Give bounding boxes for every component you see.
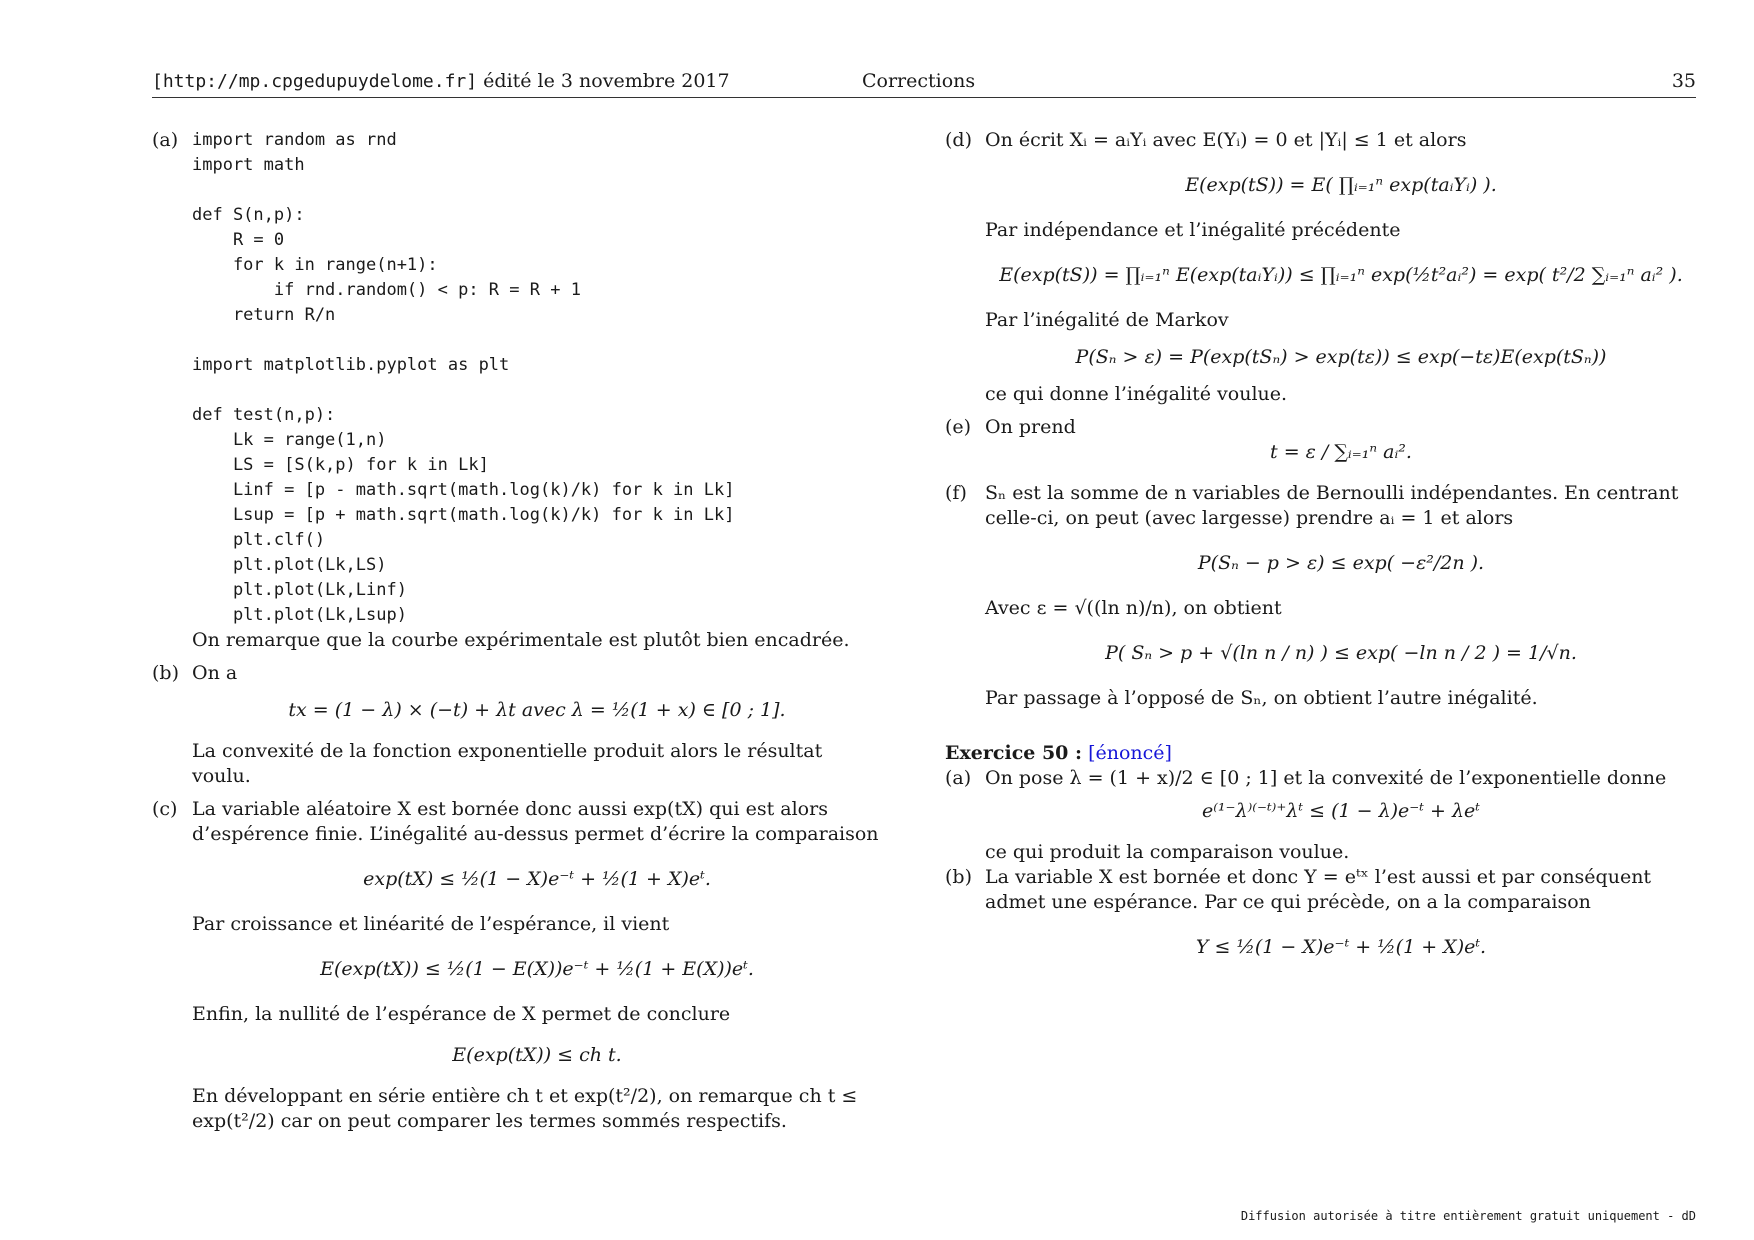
b-equation: tx = (1 − λ) × (−t) + λt avec λ = ½(1 + x) ∈ [0 ; 1]. xyxy=(288,699,786,721)
exercise-statement-link[interactable]: [énoncé] xyxy=(1088,742,1172,764)
d-equation-1: E(exp(tS)) = E( ∏ᵢ₌₁ⁿ exp(taᵢYᵢ) ). xyxy=(1185,174,1497,196)
item-d xyxy=(945,128,1697,407)
item-b xyxy=(152,661,882,789)
b-text: La convexité de la fonction exponentielle produit alors le résultat voulu. xyxy=(192,740,823,787)
f-equation-2: P( Sₙ > p + √(ln n / n) ) ≤ exp( −ln n / 2 ) = 1/√n. xyxy=(1105,642,1577,664)
eb-text: La variable X est bornée et donc Y = eᵗˣ l’est aussi et par conséquent admet une espérance. Par ce qui précède, on a la comparaison xyxy=(985,866,1652,913)
header-edited: édité le 3 novembre 2017 xyxy=(483,70,730,92)
item-label: (c) xyxy=(152,798,178,820)
f-text-2: Avec ε = √((ln n)/n), on obtient xyxy=(985,597,1282,619)
item-a xyxy=(152,128,882,653)
header-section: Corrections xyxy=(862,70,976,92)
b-intro: On a xyxy=(192,662,238,684)
d-equation-3: P(Sₙ > ε) = P(exp(tSₙ) > exp(tε)) ≤ exp(−tε)E(exp(tSₙ)) xyxy=(1075,346,1607,368)
exercise-heading xyxy=(945,741,1697,766)
item-e xyxy=(945,415,1697,465)
f-text-1: Sₙ est la somme de n variables de Bernoulli indépendantes. En centrant celle-ci, on peut (avec largesse) prendre aᵢ = 1 et alors xyxy=(985,482,1679,529)
item-label: (d) xyxy=(945,129,972,151)
d-text-2: Par indépendance et l’inégalité précédente xyxy=(985,219,1401,241)
page-number: 35 xyxy=(1671,70,1696,92)
item-label: (a) xyxy=(945,767,972,789)
eb-equation: Y ≤ ½(1 − X)e⁻ᵗ + ½(1 + X)eᵗ. xyxy=(1195,936,1487,958)
item-label: (b) xyxy=(945,866,972,888)
item-label: (b) xyxy=(152,662,179,684)
a-remark: On remarque que la courbe expérimentale est plutôt bien encadrée. xyxy=(192,629,850,651)
left-column xyxy=(152,128,882,1134)
f-text-3: Par passage à l’opposé de Sₙ, on obtient l’autre inégalité. xyxy=(985,687,1538,709)
item-f xyxy=(945,481,1697,711)
header-rule xyxy=(152,97,1696,98)
e-equation: t = ε / ∑ᵢ₌₁ⁿ aᵢ². xyxy=(1270,441,1412,463)
ea-text-2: ce qui produit la comparaison voulue. xyxy=(985,841,1350,863)
python-code-block: import random as rnd import math def S(n,p): R = 0 for k in range(n+1): if rnd.random() < p: R = R + 1 return R/n import matplotlib.pyplot as plt def test(n,p): Lk = range(1,n) LS = [S(k,p) for k in Lk] Linf = [p - math.sqrt(math.log(k)/k) for k in Lk] Lsup = [p + math.sqrt(math.log(k)/k) for k in Lk] plt.clf() plt.plot(Lk,LS) plt.plot(Lk,Linf) plt.plot(Lk,Lsup) xyxy=(192,130,735,625)
c-equation-1: exp(tX) ≤ ½(1 − X)e⁻ᵗ + ½(1 + X)eᵗ. xyxy=(363,868,711,890)
d-equation-2: E(exp(tS)) = ∏ᵢ₌₁ⁿ E(exp(taᵢYᵢ)) ≤ ∏ᵢ₌₁ⁿ exp(½t²aᵢ²) = exp( t²/2 ∑ᵢ₌₁ⁿ aᵢ² ). xyxy=(999,264,1683,286)
right-column xyxy=(945,128,1697,960)
exercise-title: Exercice 50 : xyxy=(945,742,1083,764)
d-text-4: ce qui donne l’inégalité voulue. xyxy=(985,383,1288,405)
c-equation-3: E(exp(tX)) ≤ ch t. xyxy=(452,1044,622,1066)
f-equation-1: P(Sₙ − p > ε) ≤ exp( −ε²/2n ). xyxy=(1197,552,1485,574)
d-text-3: Par l’inégalité de Markov xyxy=(985,309,1229,331)
item-label: (f) xyxy=(945,482,967,504)
item-label: (e) xyxy=(945,416,972,438)
item-exercise-b xyxy=(945,865,1697,960)
c-text-2: Par croissance et linéarité de l’espérance, il vient xyxy=(192,913,670,935)
page-header xyxy=(152,70,1696,96)
header-url-link[interactable]: [http://mp.cpgedupuydelome.fr] xyxy=(152,71,478,92)
item-label: (a) xyxy=(152,129,179,151)
c-text-4: En développant en série entière ch t et exp(t²/2), on remarque ch t ≤ exp(t²/2) car on peut comparer les termes sommés respectifs. xyxy=(192,1085,858,1132)
c-text-3: Enfin, la nullité de l’espérance de X permet de conclure xyxy=(192,1003,731,1025)
footer-notice: Diffusion autorisée à titre entièrement gratuit uniquement - dD xyxy=(1240,1209,1696,1223)
c-text-1: La variable aléatoire X est bornée donc aussi exp(tX) qui est alors d’espérence finie. L’inégalité au-dessus permet d’écrire la comparaison xyxy=(192,798,879,845)
ea-equation: e⁽¹⁻λ⁾⁽⁻ᵗ⁾⁺λᵗ ≤ (1 − λ)e⁻ᵗ + λeᵗ xyxy=(1202,800,1480,822)
item-exercise-a xyxy=(945,766,1697,865)
d-text-1: On écrit Xᵢ = aᵢYᵢ avec E(Yᵢ) = 0 et |Yᵢ| ≤ 1 et alors xyxy=(985,129,1467,151)
item-c xyxy=(152,797,882,1134)
e-text: On prend xyxy=(985,416,1076,438)
ea-text-1: On pose λ = (1 + x)/2 ∈ [0 ; 1] et la convexité de l’exponentielle donne xyxy=(985,767,1667,789)
c-equation-2: E(exp(tX)) ≤ ½(1 − E(X))e⁻ᵗ + ½(1 + E(X))eᵗ. xyxy=(320,958,754,980)
